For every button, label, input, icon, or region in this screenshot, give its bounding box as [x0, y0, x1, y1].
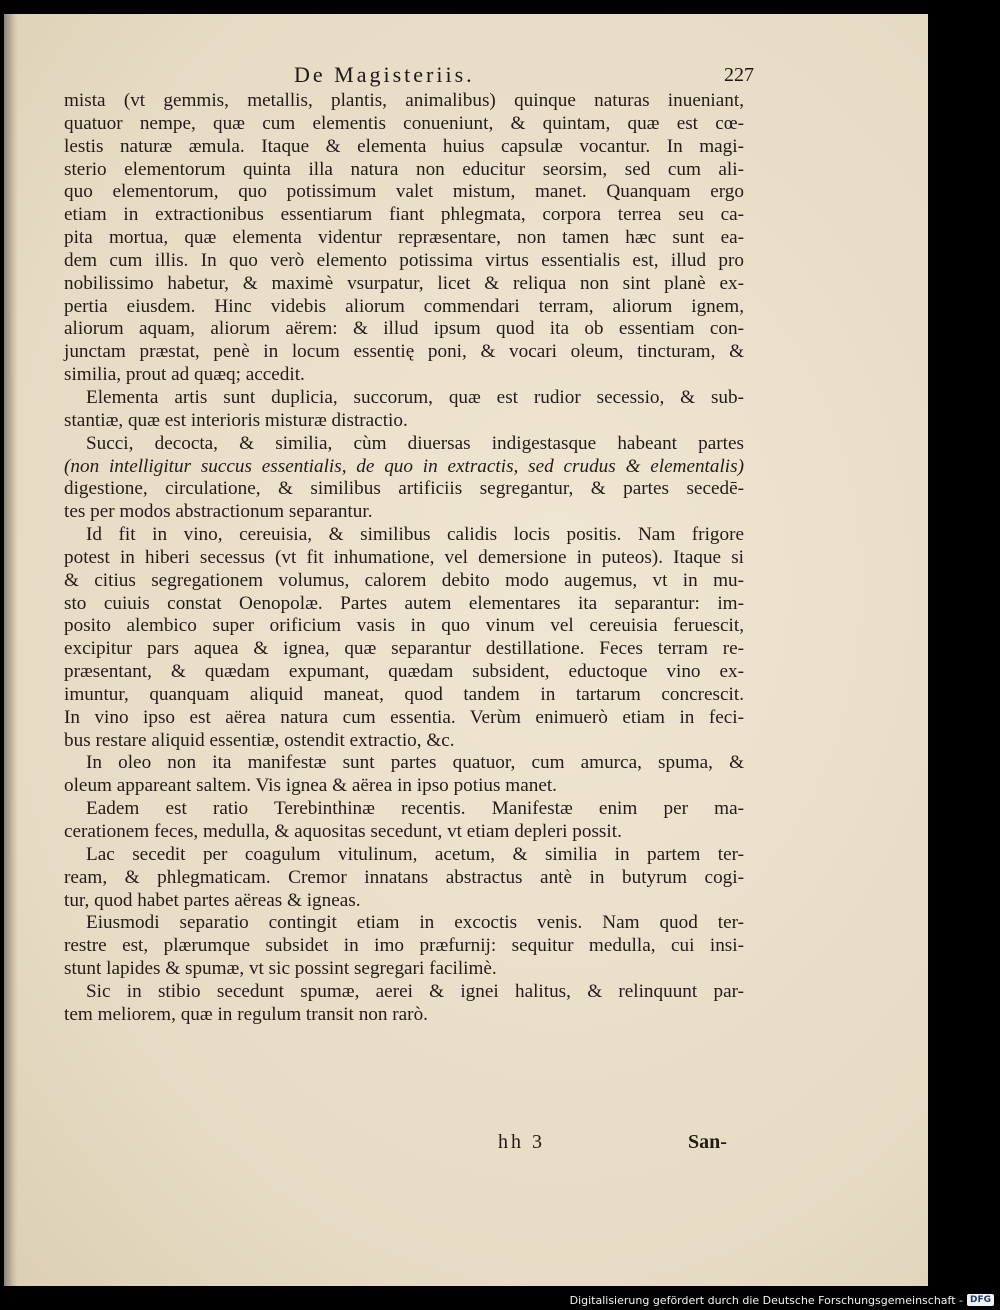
text-line: Eiusmodi separatio contingit etiam in excoctis venis. Nam quod ter-	[86, 912, 744, 934]
text-line: Sic in stibio secedunt spumæ, aerei & ignei halitus, & relinquunt par-	[86, 980, 744, 1002]
page-spine-shadow	[4, 14, 18, 1286]
text-line: & citius segregationem volumus, calorem debito modo augemus, vt in mu-	[64, 569, 744, 591]
text-line: junctam præstat, penè in locum essentię poni, & vocari oleum, tincturam, &	[64, 341, 744, 363]
text-line: imuntur, quanquam aliquid maneat, quod tandem in tartarum concrescit.	[64, 683, 744, 705]
body-text	[64, 90, 744, 1027]
text-line: In vino ipso est aërea natura cum essentia. Verùm enimuerò etiam in feci-	[64, 706, 744, 728]
text-line: mista (vt gemmis, metallis, plantis, animalibus) quinque naturas inueniant,	[64, 90, 744, 111]
running-title: De Magisteriis.	[294, 62, 475, 87]
text-line: Eadem est ratio Terebinthinæ recentis. Manifestæ enim per ma-	[86, 798, 744, 820]
text-line: potest in hiberi secessus (vt fit inhumatione, vel demersione in puteos). Itaque si	[64, 546, 744, 568]
text-line: oleum appareant saltem. Vis ignea & aërea in ipso potius manet.	[64, 775, 557, 797]
text-line: sterio elementorum quinta illa natura non educitur seorsim, sed cum ali-	[64, 158, 744, 180]
text-line: (non intelligitur succus essentialis, de quo in extractis, sed crudus & elementalis)	[64, 455, 744, 477]
text-line: stantiæ, quæ est interioris misturæ distractio.	[64, 409, 408, 431]
text-line: restre est, plærumque subsidet in imo præfurnij: sequitur medulla, cui insi-	[64, 935, 744, 957]
text-line: posito alembico super orificium vasis in quo vinum vel cereuisia feruescit,	[64, 615, 744, 637]
text-line: quatuor nempe, quæ cum elementis conueniunt, & quintam, quæ est cœ-	[64, 112, 744, 134]
text-line: Elementa artis sunt duplicia, succorum, quæ est rudior secessio, & sub-	[86, 386, 744, 408]
text-line: similia, prout ad quæq; accedit.	[64, 364, 305, 386]
text-line: stunt lapides & spumæ, vt sic possint segregari facilimè.	[64, 958, 497, 980]
text-line: cerationem feces, medulla, & aquositas secedunt, vt etiam depleri possit.	[64, 821, 622, 842]
text-line: pertia eiusdem. Hinc videbis aliorum commendari terram, aliorum ignem,	[64, 295, 744, 317]
text-line: bus restare aliquid essentiæ, ostendit extractio, &c.	[64, 729, 455, 751]
text-line: Id fit in vino, cereuisia, & similibus calidis locis positis. Nam frigore	[86, 524, 744, 546]
text-line: sto cuiuis constat Oenopolæ. Partes autem elementares ita separantur: im-	[64, 592, 744, 614]
signature-mark: hh 3	[498, 1131, 545, 1153]
text-line: tes per modos abstractionum separantur.	[64, 501, 373, 523]
page-header	[284, 54, 804, 94]
text-line: quo elementorum, quo potissimum valet mistum, manet. Quanquam ergo	[64, 181, 744, 203]
dfg-logo-icon: DFG	[967, 1294, 994, 1306]
digitization-credit	[570, 1292, 994, 1308]
text-line: præsentant, & quædam expumant, quædam subsident, eductoque vino ex-	[64, 661, 744, 683]
catchword: San-	[688, 1131, 727, 1153]
text-line: dem cum illis. In quo verò elemento potissima virtus essentialis est, illud pro	[64, 249, 744, 271]
book-page	[4, 14, 928, 1286]
text-line: pita mortua, quæ elementa videntur repræsentare, non tamen hæc sunt ea-	[64, 227, 744, 249]
text-line: nobilissimo habetur, & maximè vsurpatur, licet & reliqua non sint planè ex-	[64, 272, 744, 294]
text-line: lestis naturæ æmula. Itaque & elementa huius capsulæ vocantur. In magi-	[64, 135, 744, 157]
text-line: tem meliorem, quæ in regulum transit non rarò.	[64, 1003, 428, 1025]
text-line: Lac secedit per coagulum vitulinum, acetum, & similia in partem ter-	[86, 843, 744, 865]
text-line: etiam in extractionibus essentiarum fiant phlegmata, corpora terrea seu ca-	[64, 204, 744, 226]
page-number: 227	[724, 64, 754, 86]
text-line: tur, quod habet partes aëreas & igneas.	[64, 889, 361, 911]
text-line: In oleo non ita manifestæ sunt partes quatuor, cum amurca, spuma, &	[86, 752, 744, 774]
text-line: aliorum aquam, aliorum aërem: & illud ipsum quod ita ob essentiam con-	[64, 318, 744, 340]
text-line: Succi, decocta, & similia, cùm diuersas indigestasque habeant partes	[86, 432, 744, 454]
page-footer	[4, 1131, 764, 1161]
text-line: digestione, circulatione, & similibus artificiis segregantur, & partes secedē-	[64, 478, 744, 500]
text-line: excipitur pars aquea & ignea, quæ separantur destillatione. Feces terram re-	[64, 638, 744, 660]
text-line: ream, & phlegmaticam. Cremor innatans abstractus antè in butyrum cogi-	[64, 866, 744, 888]
credit-text: Digitalisierung gefördert durch die Deutsche Forschungsgemeinschaft -	[569, 1293, 963, 1307]
